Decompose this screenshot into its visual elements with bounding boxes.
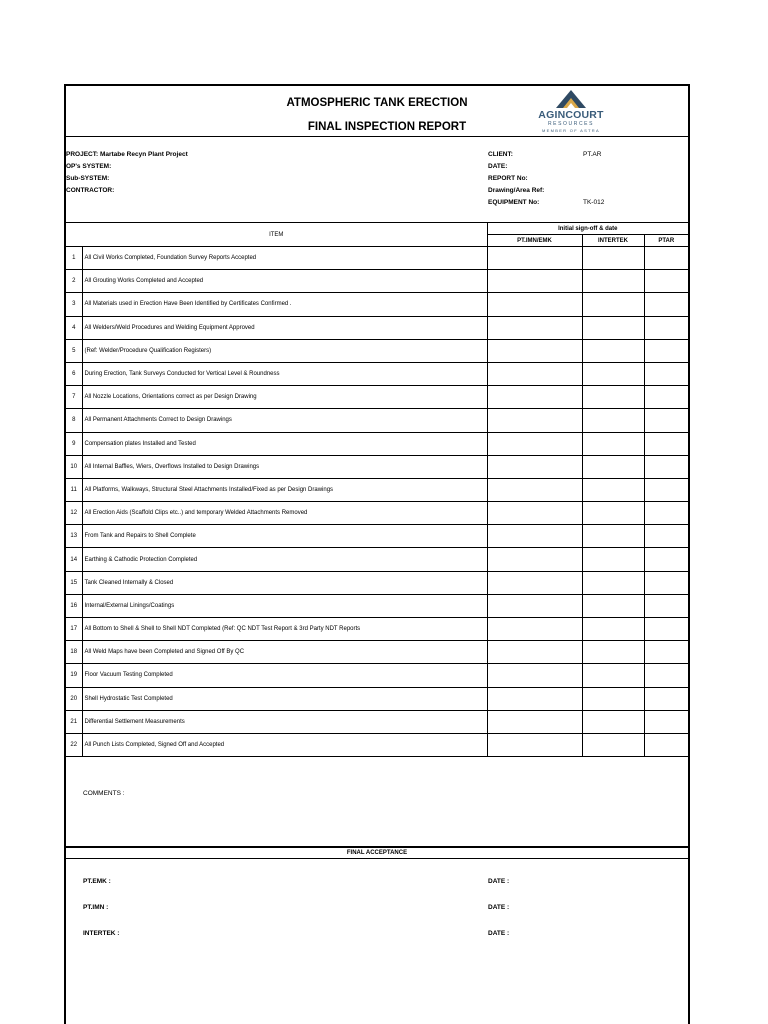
intertek-signoff-cell[interactable]: [582, 525, 644, 548]
intertek-signoff-cell[interactable]: [582, 687, 644, 710]
ptimn-signoff-cell[interactable]: [487, 455, 582, 478]
item-description: All Materials used in Erection Have Been Identified by Certificates Confirmed .: [82, 293, 487, 316]
table-row: [66, 664, 688, 687]
item-description: All Erection Aids (Scaffold Clips etc..) and temporary Welded Attachments Removed: [82, 502, 487, 525]
logo-member-text: MEMBER OF ASTRA: [542, 128, 600, 133]
comments-box[interactable]: [66, 784, 688, 848]
intertek-signoff-cell[interactable]: [582, 362, 644, 385]
table-row: [66, 710, 688, 733]
client-info: [488, 149, 605, 209]
intertek-signoff-cell[interactable]: [582, 270, 644, 293]
client-label: CLIENT:: [488, 151, 513, 158]
intertek-signoff-cell[interactable]: [582, 455, 644, 478]
item-number: 21: [66, 710, 82, 733]
item-header: [66, 223, 487, 247]
item-number: 19: [66, 664, 82, 687]
ptimn-signoff-cell[interactable]: [487, 478, 582, 501]
item-number: 14: [66, 548, 82, 571]
intertek-signoff-cell[interactable]: [582, 293, 644, 316]
form-header: [66, 86, 688, 137]
ptar-signoff-cell[interactable]: [644, 478, 688, 501]
ptar-signoff-cell[interactable]: [644, 641, 688, 664]
table-row: [66, 733, 688, 756]
item-description: Differential Settlement Measurements: [82, 710, 487, 733]
ptimn-signoff-cell[interactable]: [487, 502, 582, 525]
table-row: [66, 339, 688, 362]
intertek-signoff-cell[interactable]: [582, 571, 644, 594]
item-description: All Grouting Works Completed and Accepted: [82, 270, 487, 293]
sub-system-field: Sub-SYSTEM:: [66, 175, 110, 182]
item-description: All Weld Maps have been Completed and Signed Off By QC: [82, 641, 487, 664]
intertek-signoff-cell[interactable]: [582, 386, 644, 409]
ptimn-signoff-cell[interactable]: [487, 571, 582, 594]
table-row: [66, 641, 688, 664]
table-row: [66, 386, 688, 409]
table-row: [66, 455, 688, 478]
sig-imn-label: PT.IMN :: [83, 904, 109, 911]
ptimn-signoff-cell[interactable]: [487, 339, 582, 362]
contractor-field: CONTRACTOR:: [66, 187, 115, 194]
table-row: [66, 548, 688, 571]
item-number: 1: [66, 247, 82, 270]
item-description: Shell Hydrostatic Test Completed: [82, 687, 487, 710]
ptar-signoff-cell[interactable]: [644, 687, 688, 710]
intertek-signoff-cell[interactable]: [582, 664, 644, 687]
intertek-signoff-cell[interactable]: [582, 339, 644, 362]
item-description: All Nozzle Locations, Orientations correct as per Design Drawing: [82, 386, 487, 409]
ptar-signoff-cell[interactable]: [644, 362, 688, 385]
ptimn-signoff-cell[interactable]: [487, 247, 582, 270]
logo-sub-text: RESOURCES: [547, 121, 595, 127]
item-description: Internal/External Linings/Coatings: [82, 594, 487, 617]
intertek-signoff-cell[interactable]: [582, 710, 644, 733]
col-ptar-header: PTAR: [644, 235, 688, 247]
final-acceptance-header: FINAL ACCEPTANCE: [66, 848, 688, 859]
comments-label: COMMENTS :: [83, 790, 125, 797]
ptimn-signoff-cell[interactable]: [487, 270, 582, 293]
ptar-signoff-cell[interactable]: [644, 525, 688, 548]
ptimn-signoff-cell[interactable]: [487, 409, 582, 432]
ptimn-signoff-cell[interactable]: [487, 710, 582, 733]
item-header-label: ITEM: [269, 231, 284, 238]
equipment-value: TK-012: [583, 199, 605, 206]
sig-emk-label: PT.EMK :: [83, 878, 111, 885]
ptimn-signoff-cell[interactable]: [487, 641, 582, 664]
ptimn-signoff-cell[interactable]: [487, 432, 582, 455]
ptimn-signoff-cell[interactable]: [487, 664, 582, 687]
item-description: All Punch Lists Completed, Signed Off and Accepted: [82, 733, 487, 756]
item-description: All Welders/Weld Procedures and Welding Equipment Approved: [82, 316, 487, 339]
item-number: 7: [66, 386, 82, 409]
item-description: All Civil Works Completed, Foundation Survey Reports Accepted: [82, 247, 487, 270]
item-description: All Internal Baffles, Wiers, Overflows Installed to Design Drawings: [82, 455, 487, 478]
table-row: [66, 478, 688, 501]
item-number: 13: [66, 525, 82, 548]
table-row: [66, 247, 688, 270]
logo-brand-text: AGINCOURT: [538, 109, 604, 121]
ops-system-field: OP's SYSTEM:: [66, 163, 112, 170]
item-number: 2: [66, 270, 82, 293]
intertek-signoff-cell[interactable]: [582, 618, 644, 641]
client-value: PT.AR: [583, 151, 602, 158]
ptimn-signoff-cell[interactable]: [487, 733, 582, 756]
item-number: 10: [66, 455, 82, 478]
signoff-header: Initial sign-off & date: [487, 223, 688, 235]
item-number: 11: [66, 478, 82, 501]
ptimn-signoff-cell[interactable]: [487, 525, 582, 548]
ptar-signoff-cell[interactable]: [644, 386, 688, 409]
item-number: 17: [66, 618, 82, 641]
report-label: REPORT No:: [488, 175, 528, 182]
ptar-signoff-cell[interactable]: [644, 548, 688, 571]
intertek-signoff-cell[interactable]: [582, 641, 644, 664]
table-row: [66, 525, 688, 548]
sig-imn-date: DATE :: [488, 904, 510, 911]
intertek-signoff-cell[interactable]: [582, 502, 644, 525]
table-row: [66, 409, 688, 432]
item-description: Tank Cleaned Internally & Closed: [82, 571, 487, 594]
item-description: All Permanent Attachments Correct to Design Drawings: [82, 409, 487, 432]
intertek-signoff-cell[interactable]: [582, 594, 644, 617]
project-field: PROJECT: Martabe Recyn Plant Project: [66, 151, 188, 158]
ptar-signoff-cell[interactable]: [644, 293, 688, 316]
item-number: 12: [66, 502, 82, 525]
intertek-signoff-cell[interactable]: [582, 548, 644, 571]
ptar-signoff-cell[interactable]: [644, 339, 688, 362]
ptimn-signoff-cell[interactable]: [487, 293, 582, 316]
item-number: 20: [66, 687, 82, 710]
ptimn-signoff-cell[interactable]: [487, 594, 582, 617]
table-row: [66, 293, 688, 316]
item-number: 16: [66, 594, 82, 617]
table-row: [66, 502, 688, 525]
company-logo: [526, 86, 616, 134]
item-number: 3: [66, 293, 82, 316]
ptimn-signoff-cell[interactable]: [487, 362, 582, 385]
item-number: 6: [66, 362, 82, 385]
sig-intertek-date: DATE :: [488, 930, 510, 937]
item-description: Compensation plates Installed and Tested: [82, 432, 487, 455]
intertek-signoff-cell[interactable]: [582, 432, 644, 455]
ptar-signoff-cell[interactable]: [644, 432, 688, 455]
ptar-signoff-cell[interactable]: [644, 710, 688, 733]
intertek-signoff-cell[interactable]: [582, 409, 644, 432]
table-row: [66, 270, 688, 293]
table-row: [66, 618, 688, 641]
ptimn-signoff-cell[interactable]: [487, 316, 582, 339]
form-title: ATMOSPHERIC TANK ERECTION: [286, 97, 468, 109]
ptar-signoff-cell[interactable]: [644, 455, 688, 478]
sig-intertek-label: INTERTEK :: [83, 930, 120, 937]
ptimn-signoff-cell[interactable]: [487, 618, 582, 641]
intertek-signoff-cell[interactable]: [582, 733, 644, 756]
ptar-signoff-cell[interactable]: [644, 618, 688, 641]
ptimn-signoff-cell[interactable]: [487, 386, 582, 409]
ptar-signoff-cell[interactable]: [644, 733, 688, 756]
project-info: [66, 149, 188, 197]
item-description: All Platforms, Walkways, Structural Steel Attachments Installed/Fixed as per Design Drawings: [82, 478, 487, 501]
date-label: DATE:: [488, 163, 508, 170]
ptimn-signoff-cell[interactable]: [487, 548, 582, 571]
ptar-signoff-cell[interactable]: [644, 594, 688, 617]
item-number: 15: [66, 571, 82, 594]
ptar-signoff-cell[interactable]: [644, 247, 688, 270]
item-number: 4: [66, 316, 82, 339]
table-row: [66, 594, 688, 617]
ptimn-signoff-cell[interactable]: [487, 687, 582, 710]
sig-emk-date: DATE :: [488, 878, 510, 885]
table-header-row: [66, 223, 688, 235]
logo-mountain-icon: [526, 86, 616, 110]
ptar-signoff-cell[interactable]: [644, 664, 688, 687]
table-body: [66, 247, 688, 757]
intertek-signoff-cell[interactable]: [582, 478, 644, 501]
intertek-signoff-cell[interactable]: [582, 247, 644, 270]
form-subtitle: FINAL INSPECTION REPORT: [307, 121, 467, 133]
item-number: 8: [66, 409, 82, 432]
item-description: (Ref: Welder/Procedure Qualification Registers): [82, 339, 487, 362]
table-row: [66, 362, 688, 385]
table-row: [66, 571, 688, 594]
intertek-signoff-cell[interactable]: [582, 316, 644, 339]
item-number: 9: [66, 432, 82, 455]
ptar-signoff-cell[interactable]: [644, 316, 688, 339]
item-description: Floor Vacuum Testing Completed: [82, 664, 487, 687]
item-number: 18: [66, 641, 82, 664]
equipment-label: EQUIPMENT No:: [488, 199, 540, 206]
item-description: During Erection, Tank Surveys Conducted for Vertical Level & Roundness: [82, 362, 487, 385]
item-description: From Tank and Repairs to Shell Complete: [82, 525, 487, 548]
client-row: [488, 149, 602, 161]
item-number: 5: [66, 339, 82, 362]
table-row: [66, 316, 688, 339]
item-number: 22: [66, 733, 82, 756]
table-row: [66, 687, 688, 710]
col-intertek-header: INTERTEK: [582, 235, 644, 247]
item-description: All Bottom to Shell & Shell to Shell NDT Completed (Ref: QC NDT Test Report & 3rd Party NDT Reports: [82, 618, 487, 641]
inspection-form: [64, 84, 690, 1024]
inspection-table: [66, 222, 688, 757]
item-description: Earthing & Cathodic Protection Completed: [82, 548, 487, 571]
equipment-row: [488, 197, 605, 209]
table-row: [66, 432, 688, 455]
ptar-signoff-cell[interactable]: [644, 409, 688, 432]
ptar-signoff-cell[interactable]: [644, 270, 688, 293]
ptar-signoff-cell[interactable]: [644, 502, 688, 525]
col-ptimn-header: PT.IMN/EMK: [487, 235, 582, 247]
ptar-signoff-cell[interactable]: [644, 571, 688, 594]
drawing-label: Drawing/Area Ref:: [488, 187, 545, 194]
